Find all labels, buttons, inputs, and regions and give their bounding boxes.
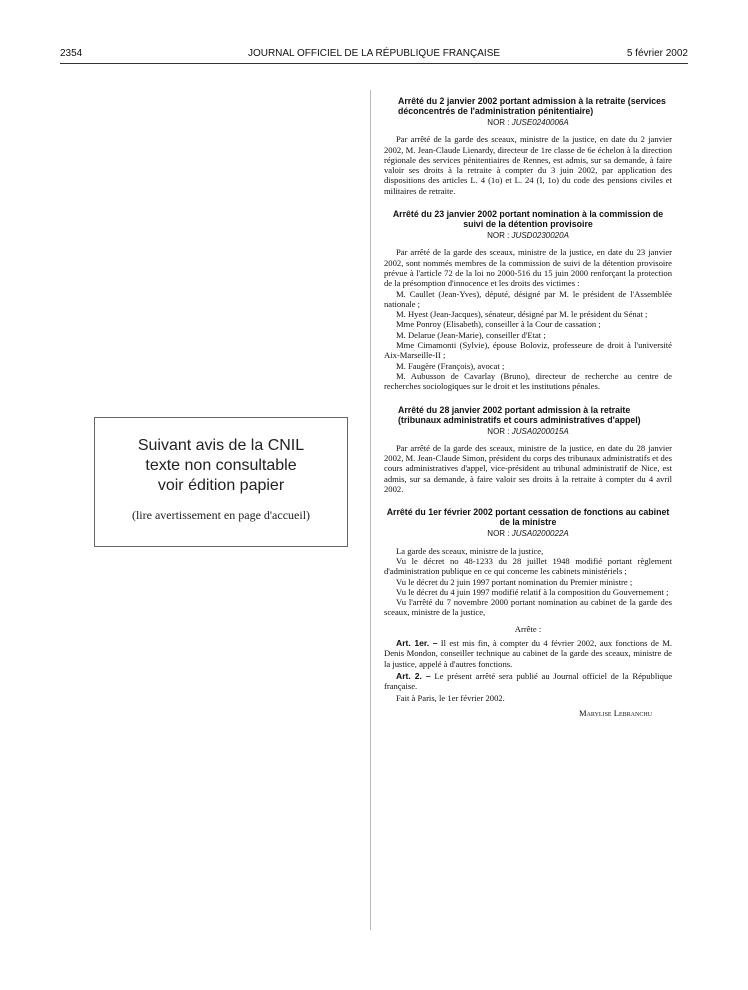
paragraph: Par arrêté de la garde des sceaux, ministre de la justice, en date du 23 janvier 2002, sont nommés membres de la commission de suivi de la détention provisoire prévue à l'article 72 de la loi no 2000-516 du 15 juin 2000 renforçant la protection de la présomption d'innocence et les droits des victimes : bbox=[384, 247, 672, 289]
article-1-text: Il est mis fin, à compter du 4 février 2002, aux fonctions de M. Denis Mondon, conseiller technique au cabinet de la garde des sceaux, ministre de la justice, appelé à d'autres fonctions. bbox=[384, 637, 673, 669]
visa-item: Vu le décret no 48-1233 du 28 juillet 1948 modifié portant règlement d'administration publique en ce qui concerne les cabinets ministériels ; bbox=[384, 555, 672, 577]
nor-code: JUSA0200022A bbox=[511, 529, 569, 539]
nor-reference bbox=[384, 427, 672, 437]
section-arrete-28-janvier bbox=[384, 405, 672, 495]
nor-code: JUSA0200015A bbox=[511, 426, 569, 436]
cnil-line-4: (lire avertissement en page d'accueil) bbox=[131, 508, 311, 522]
member-item: Mme Cimamonti (Sylvie), épouse Boloviz, professeure de droit à l'université Aix-Marseille-II ; bbox=[384, 340, 672, 361]
article-1 bbox=[384, 638, 672, 669]
cnil-notice-box bbox=[94, 417, 348, 547]
section-title: Arrêté du 2 janvier 2002 portant admission à la retraite (services déconcentrés de l'administration pénitentiaire) bbox=[398, 96, 666, 116]
nor-reference bbox=[384, 231, 672, 241]
section-arrete-1-fevrier bbox=[384, 507, 672, 718]
paragraph: Par arrêté de la garde des sceaux, ministre de la justice, en date du 2 janvier 2002, M. Jean-Claude Lienardy, directeur de 1re classe de 6e échelon à la direction régionale des services pénitentiaires de Rennes, est admis, sur sa demande, à faire valoir ses droits à la retraite à compter du 3 juin 2002, par application des dispositions des articles L. 4 (1o) et L. 24 (I, 1o) du code des pensions civiles et militaires de retraite. bbox=[384, 134, 672, 196]
nor-label: NOR : bbox=[487, 426, 510, 436]
member-item: M. Caullet (Jean-Yves), député, désigné par M. le président de l'Assemblée nationale ; bbox=[384, 288, 672, 309]
member-item: M. Aubusson de Cavarlay (Bruno), directeur de recherche au centre de recherches sociologiques sur le droit et les institutions pénales. bbox=[384, 370, 672, 392]
nor-reference bbox=[384, 118, 672, 128]
member-item: M. Delarue (Jean-Marie), conseiller d'Etat ; bbox=[396, 329, 546, 340]
article-2-text: Le présent arrêté sera publié au Journal officiel de la République française. bbox=[384, 670, 673, 692]
page-header bbox=[60, 48, 688, 62]
column-divider bbox=[370, 90, 371, 930]
done-at: Fait à Paris, le 1er février 2002. bbox=[396, 693, 505, 704]
cnil-line-1: Suivant avis de la CNIL bbox=[137, 437, 305, 454]
journal-title: JOURNAL OFFICIEL DE LA RÉPUBLIQUE FRANÇAISE bbox=[247, 48, 501, 59]
page-number: 2354 bbox=[60, 48, 83, 59]
article-2-label: Art. 2. – bbox=[396, 670, 431, 681]
nor-code: JUSD0230020A bbox=[511, 231, 569, 241]
cnil-line-3: voir édition papier bbox=[157, 477, 285, 494]
header-rule bbox=[60, 63, 688, 64]
visa-item: Vu le décret du 2 juin 1997 portant nomination du Premier ministre ; bbox=[396, 576, 633, 587]
nor-label: NOR : bbox=[487, 529, 510, 539]
nor-reference bbox=[384, 529, 672, 539]
publication-date: 5 février 2002 bbox=[626, 48, 688, 59]
member-item: M. Faugère (François), avocat ; bbox=[396, 360, 505, 371]
section-title: Arrêté du 23 janvier 2002 portant nomination à la commission de suivi de la détention provisoire bbox=[392, 209, 664, 230]
nor-label: NOR : bbox=[487, 231, 510, 241]
section-arrete-23-janvier bbox=[384, 209, 672, 391]
right-column bbox=[384, 96, 672, 731]
nor-code: JUSE0240006A bbox=[511, 118, 569, 127]
article-1-label: Art. 1er. – bbox=[396, 637, 438, 648]
cnil-line-2: texte non consultable bbox=[145, 457, 297, 474]
section-arrete-2-janvier bbox=[384, 96, 672, 196]
section-title: Arrêté du 1er février 2002 portant cessation de fonctions au cabinet de la ministre bbox=[386, 507, 670, 528]
member-item: M. Hyest (Jean-Jacques), sénateur, désigné par M. le président du Sénat ; bbox=[396, 309, 648, 320]
arrete-heading: Arrête : bbox=[514, 623, 542, 634]
paragraph: La garde des sceaux, ministre de la justice, bbox=[396, 545, 544, 556]
section-title: Arrêté du 28 janvier 2002 portant admission à la retraite (tribunaux administratifs et cours administratives d'appel) bbox=[398, 404, 641, 425]
visa-item: Vu l'arrêté du 7 novembre 2000 portant nomination au cabinet de la garde des sceaux, ministre de la justice, bbox=[384, 597, 672, 618]
visa-item: Vu le décret du 4 juin 1997 modifié relatif à la composition du Gouvernement ; bbox=[396, 586, 669, 597]
paragraph: Par arrêté de la garde des sceaux, ministre de la justice, en date du 28 janvier 2002, M. Jean-Claude Simon, président du corps des tribunaux administratifs et des cours administratives d'appel, vice-président au tribunal administratif de Nice, est admis, sur sa demande, à faire valoir ses droits à la retraite à compter du 4 avril 2002. bbox=[384, 442, 672, 495]
nor-label: NOR : bbox=[487, 118, 510, 127]
signature: Marylise Lebranchu bbox=[578, 707, 652, 718]
article-2 bbox=[384, 671, 672, 692]
member-item: Mme Ponroy (Elisabeth), conseiller à la Cour de cassation ; bbox=[396, 319, 601, 330]
